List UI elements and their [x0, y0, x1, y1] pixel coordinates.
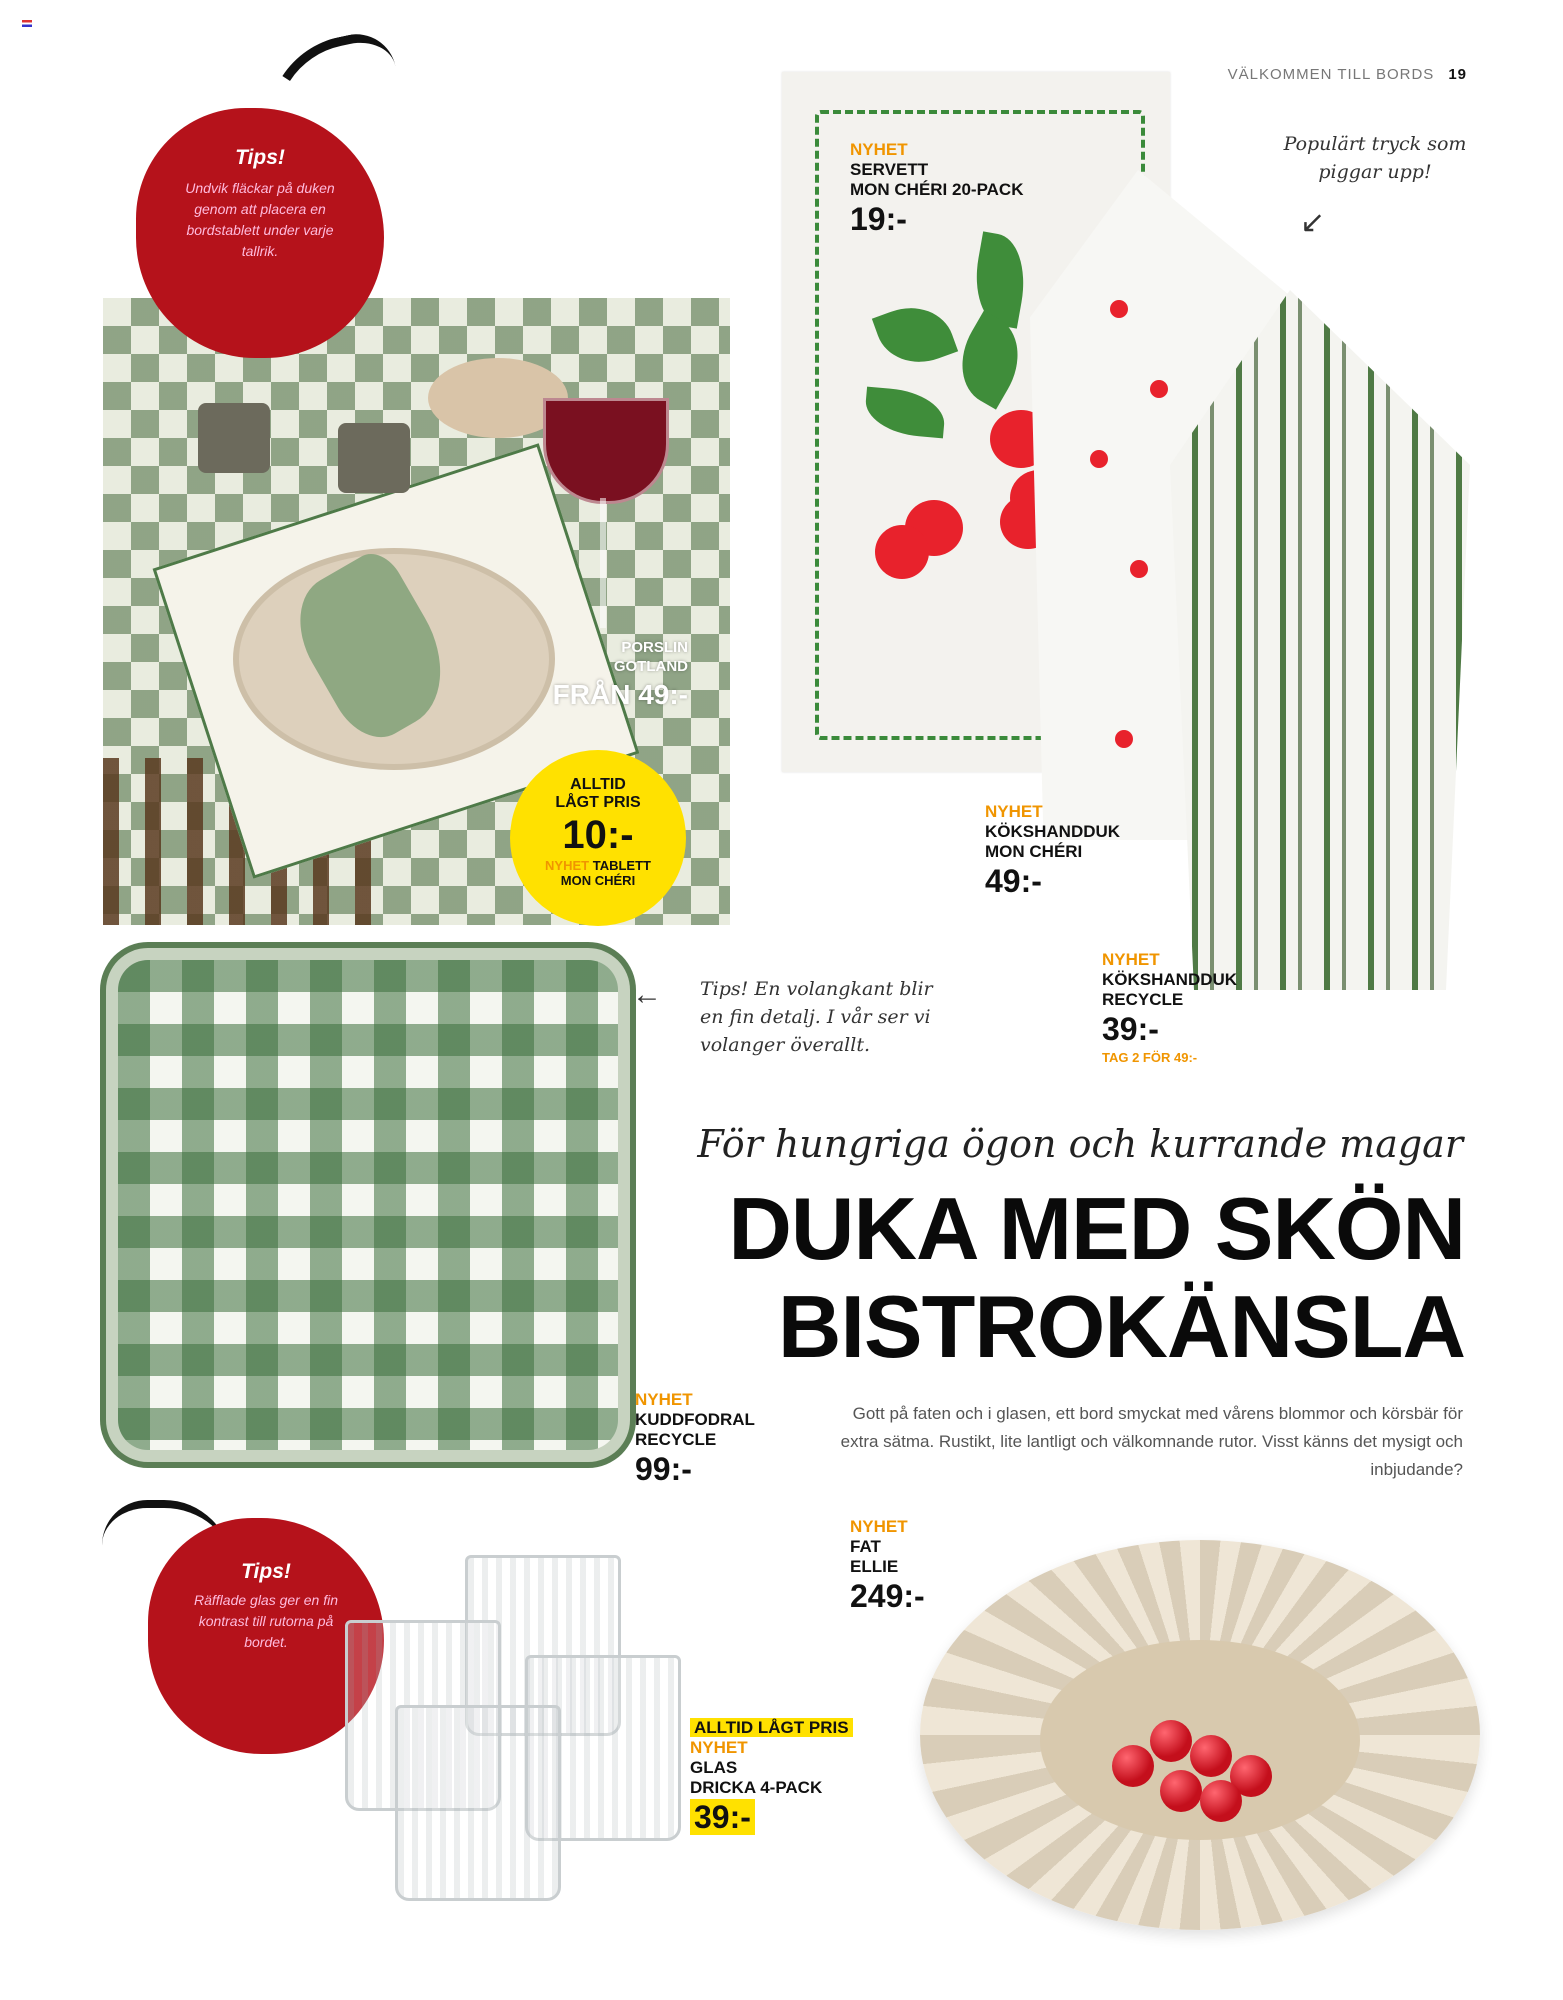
- servett-name1: SERVETT: [850, 160, 929, 179]
- kuddfodral-new: NYHET: [635, 1390, 693, 1409]
- kokshandduk-cheri-price: 49:-: [985, 863, 1042, 899]
- porslin-price: FRÅN 49:-: [552, 679, 688, 710]
- servett-new: NYHET: [850, 140, 908, 159]
- cherry-icon: [1115, 730, 1133, 748]
- cherry-icon: [875, 525, 929, 579]
- headline: [728, 1180, 1465, 1376]
- cherry-icon: [1190, 1735, 1232, 1777]
- kokshandduk-recycle-price: 39:-: [1102, 1011, 1159, 1047]
- kokshandduk-recycle-name2: RECYCLE: [1102, 990, 1184, 1009]
- glas-name2: DRICKA 4-PACK: [690, 1778, 823, 1797]
- cherry-icon: [1110, 300, 1128, 318]
- fat-info: [850, 1517, 925, 1615]
- kuddfodral-name2: RECYCLE: [635, 1430, 717, 1449]
- kuddfodral-name1: KUDDFODRAL: [635, 1410, 755, 1429]
- headline-line2: BISTROKÄNSLA: [777, 1277, 1465, 1376]
- servett-info: [850, 140, 1023, 238]
- tip-body: Räfflade glas ger en fin kontrast till rutorna på bordet.: [194, 1592, 338, 1650]
- glas-new: NYHET: [690, 1738, 748, 1757]
- cup: [338, 423, 410, 493]
- kokshandduk-cheri-info: [985, 802, 1120, 900]
- tip-title: Tips!: [241, 1560, 291, 1583]
- glas-tag: ALLTID LÅGT PRIS: [690, 1718, 853, 1737]
- kokshandduk-recycle-offer: TAG 2 FÖR 49:-: [1102, 1050, 1198, 1065]
- badge-line1: ALLTID: [570, 776, 626, 793]
- tip-cherry-badge: [136, 108, 384, 358]
- flag-icon: [22, 20, 32, 27]
- servett-price: 19:-: [850, 201, 907, 237]
- section-title: VÄLKOMMEN TILL BORDS: [1227, 66, 1435, 83]
- kuddfodral-price: 99:-: [635, 1451, 692, 1487]
- badge-name1: TABLETT: [592, 858, 651, 873]
- arrow-down-icon: ↙: [1300, 206, 1326, 239]
- page-number: 19: [1448, 66, 1467, 83]
- cherry-icon: [1160, 1770, 1202, 1812]
- page-header: [1228, 66, 1467, 83]
- fat-price: 249:-: [850, 1578, 925, 1614]
- porslin-name: [498, 638, 688, 676]
- cherry-icon: [1130, 560, 1148, 578]
- wine-glass: [543, 398, 669, 504]
- cup: [198, 403, 270, 473]
- glas-info: [690, 1718, 853, 1836]
- cushion-note: Tips! En volangkant blir en fin detalj. I vår ser vi volanger överallt.: [700, 978, 933, 1056]
- cushion-image: [118, 960, 618, 1450]
- cherry-icon: [1200, 1780, 1242, 1822]
- glas-name1: GLAS: [690, 1758, 738, 1777]
- kokshandduk-recycle-name1: KÖKSHANDDUK: [1102, 970, 1238, 989]
- price-badge-tablett: [510, 750, 686, 926]
- body-text: Gott på faten och i glasen, ett bord smyckat med vårens blommor och körsbär för extra sätma. Rustikt, lite lantligt och välkomnande rutor. Visst känns det mysigt och inbjudande?: [840, 1404, 1463, 1479]
- fat-new: NYHET: [850, 1517, 908, 1536]
- tip-title: Tips!: [235, 146, 285, 169]
- headline-line1: DUKA MED SKÖN: [728, 1179, 1465, 1278]
- kokshandduk-recycle-info: [1102, 950, 1237, 1068]
- porslin-name-line2: GOTLAND: [613, 658, 688, 675]
- kokshandduk-cheri-name1: KÖKSHANDDUK: [985, 822, 1121, 841]
- subtitle: För hungriga ögon och kurrande magar: [697, 1122, 1463, 1166]
- arrow-left-icon: ←: [632, 978, 662, 1011]
- kokshandduk-recycle-new: NYHET: [1102, 950, 1160, 969]
- kokshandduk-cheri-new: NYHET: [985, 802, 1043, 821]
- badge-name2: MON CHÉRI: [560, 873, 636, 888]
- fat-name1: FAT: [850, 1537, 881, 1556]
- wine-glass-stem: [600, 498, 606, 628]
- towel-note: Populärt tryck som piggar upp!: [1283, 133, 1467, 183]
- badge-new: NYHET: [545, 858, 590, 873]
- glas-price: 39:-: [690, 1799, 755, 1835]
- glass: [395, 1705, 561, 1901]
- cherry-icon: [1112, 1745, 1154, 1787]
- badge-line2: LÅGT PRIS: [555, 794, 641, 811]
- cherry-icon: [1090, 450, 1108, 468]
- badge-price: 10:-: [562, 813, 634, 857]
- tip-body: Undvik fläckar på duken genom att placera en bordstablett under varje tallrik.: [185, 180, 335, 259]
- porslin-name-line1: PORSLIN: [621, 639, 688, 656]
- fat-name2: ELLIE: [850, 1557, 899, 1576]
- kokshandduk-cheri-name2: MON CHÉRI: [985, 842, 1083, 861]
- cherry-icon: [1150, 380, 1168, 398]
- servett-name2: MON CHÉRI 20-PACK: [850, 180, 1024, 199]
- cherry-icon: [1150, 1720, 1192, 1762]
- kuddfodral-info: [635, 1390, 755, 1488]
